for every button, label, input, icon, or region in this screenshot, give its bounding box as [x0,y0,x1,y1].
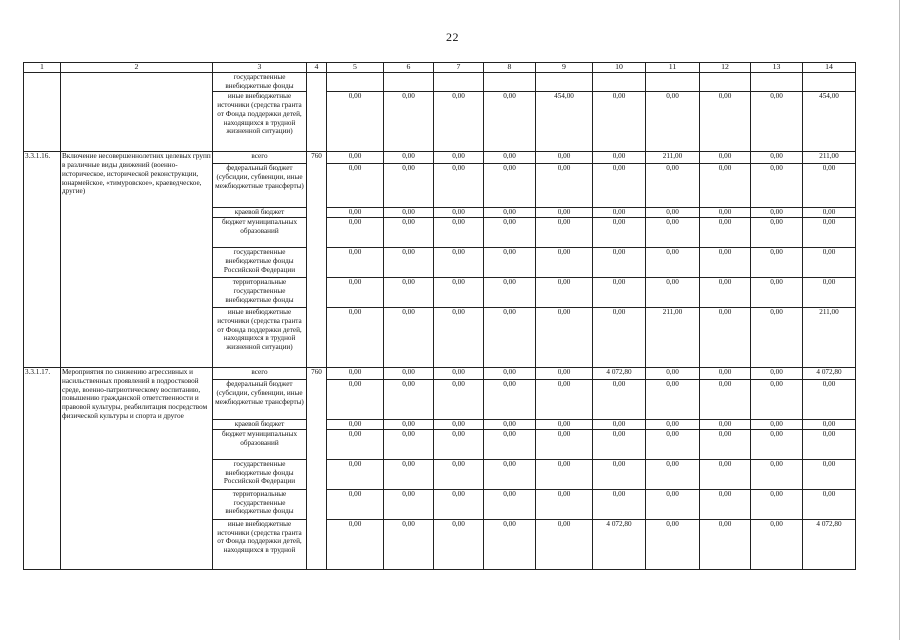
funding-source: краевой бюджет [213,207,307,217]
amount-cell: 0,00 [327,163,384,207]
column-number: 9 [536,63,593,73]
amount-cell: 211,00 [803,151,856,163]
funding-source: территориальные государственные внебюджетные фонды [213,489,307,519]
column-number-row [24,63,856,73]
amount-cell: 0,00 [751,519,803,569]
amount-cell: 0,00 [484,379,536,419]
amount-cell: 0,00 [803,459,856,489]
amount-cell: 0,00 [434,489,484,519]
column-number: 10 [593,63,646,73]
amount-cell: 0,00 [434,217,484,247]
amount-cell: 0,00 [327,277,384,307]
amount-cell: 4 072,80 [803,519,856,569]
amount-cell: 0,00 [593,429,646,459]
amount-cell: 0,00 [700,459,751,489]
amount-cell: 0,00 [700,91,751,151]
amount-cell: 0,00 [484,419,536,429]
amount-cell: 0,00 [384,277,434,307]
amount-cell: 0,00 [536,247,593,277]
amount-cell: 0,00 [434,207,484,217]
amount-cell: 211,00 [646,151,700,163]
column-number: 5 [327,63,384,73]
amount-cell: 0,00 [536,379,593,419]
amount-cell: 0,00 [803,429,856,459]
amount-cell: 0,00 [327,459,384,489]
amount-cell: 0,00 [751,163,803,207]
amount-cell: 0,00 [646,519,700,569]
amount-cell: 0,00 [434,151,484,163]
amount-cell: 0,00 [434,419,484,429]
amount-cell: 0,00 [593,419,646,429]
amount-cell: 0,00 [700,489,751,519]
amount-cell: 0,00 [327,367,384,379]
amount-cell: 0,00 [434,429,484,459]
amount-cell: 4 072,80 [593,519,646,569]
amount-cell: 0,00 [700,151,751,163]
amount-cell: 0,00 [646,277,700,307]
amount-cell [751,73,803,92]
column-number: 8 [484,63,536,73]
amount-cell: 0,00 [434,459,484,489]
coexecutor-code [307,73,327,152]
amount-cell: 0,00 [484,307,536,367]
amount-cell: 0,00 [536,151,593,163]
amount-cell: 0,00 [646,367,700,379]
amount-cell: 0,00 [751,429,803,459]
column-number: 4 [307,63,327,73]
amount-cell: 0,00 [751,367,803,379]
amount-cell: 0,00 [384,217,434,247]
amount-cell: 0,00 [751,91,803,151]
amount-cell: 0,00 [700,367,751,379]
amount-cell [803,73,856,92]
amount-cell: 0,00 [700,419,751,429]
amount-cell: 0,00 [384,489,434,519]
column-number: 2 [61,63,213,73]
scan-edge-line [899,0,900,640]
measure-code-cell [24,73,61,152]
amount-cell: 0,00 [384,519,434,569]
funding-source: государственные внебюджетные фонды Российской Федерации [213,459,307,489]
amount-cell: 0,00 [434,307,484,367]
amount-cell: 0,00 [536,207,593,217]
column-number: 7 [434,63,484,73]
amount-cell: 0,00 [484,207,536,217]
measure-name: Мероприятия по снижению агрессивных и насильственных проявлений в подростковой среде, военно-патриотическому воспитанию, повышению гражданской ответственности и правовой культуры, реабилитация посредством физической культуры и спорта и другое [61,367,213,569]
amount-cell: 0,00 [484,163,536,207]
amount-cell: 0,00 [646,489,700,519]
column-number: 13 [751,63,803,73]
amount-cell: 4 072,80 [593,367,646,379]
amount-cell: 0,00 [484,519,536,569]
amount-cell: 0,00 [327,247,384,277]
page-number: 22 [446,30,459,44]
amount-cell: 0,00 [384,207,434,217]
measure-code: 3.3.1.17. [24,367,61,569]
amount-cell: 0,00 [700,519,751,569]
amount-cell: 0,00 [803,489,856,519]
column-number: 3 [213,63,307,73]
amount-cell: 0,00 [751,217,803,247]
funding-source: иные внебюджетные источники (средства гранта от Фонда поддержки детей, находящихся в трудной [213,519,307,569]
amount-cell: 0,00 [751,247,803,277]
amount-cell: 0,00 [593,489,646,519]
amount-cell: 0,00 [434,367,484,379]
measure-name-cell [61,73,213,152]
amount-cell: 0,00 [803,247,856,277]
amount-cell: 0,00 [803,207,856,217]
amount-cell: 0,00 [484,367,536,379]
amount-cell [593,73,646,92]
amount-cell: 211,00 [646,307,700,367]
amount-cell: 0,00 [327,519,384,569]
amount-cell: 0,00 [434,163,484,207]
funding-source: государственные внебюджетные фонды [213,73,307,92]
amount-cell: 0,00 [803,217,856,247]
funding-source: всего [213,151,307,163]
amount-cell: 0,00 [700,379,751,419]
amount-cell: 0,00 [327,429,384,459]
amount-cell: 0,00 [536,307,593,367]
amount-cell: 4 072,80 [803,367,856,379]
amount-cell: 0,00 [751,207,803,217]
amount-cell: 454,00 [803,91,856,151]
amount-cell: 0,00 [434,277,484,307]
amount-cell: 0,00 [593,379,646,419]
amount-cell: 0,00 [327,207,384,217]
amount-cell: 0,00 [700,247,751,277]
amount-cell [384,73,434,92]
amount-cell: 0,00 [536,277,593,307]
amount-cell: 0,00 [434,379,484,419]
amount-cell: 0,00 [593,91,646,151]
amount-cell: 0,00 [700,207,751,217]
amount-cell: 0,00 [751,151,803,163]
amount-cell: 0,00 [484,151,536,163]
amount-cell: 0,00 [327,379,384,419]
amount-cell: 0,00 [484,91,536,151]
funding-source: краевой бюджет [213,419,307,429]
amount-cell: 0,00 [484,277,536,307]
amount-cell: 0,00 [593,207,646,217]
amount-cell: 0,00 [593,151,646,163]
amount-cell: 0,00 [700,307,751,367]
amount-cell: 0,00 [646,91,700,151]
amount-cell: 0,00 [384,247,434,277]
amount-cell: 0,00 [803,419,856,429]
amount-cell: 0,00 [751,459,803,489]
amount-cell: 0,00 [536,217,593,247]
amount-cell: 0,00 [327,151,384,163]
budget-row [24,151,856,163]
amount-cell: 0,00 [751,277,803,307]
budget-row [24,73,856,92]
amount-cell: 0,00 [384,367,434,379]
funding-source: иные внебюджетные источники (средства гранта от Фонда поддержки детей, находящихся в трудной жизненной ситуации) [213,91,307,151]
amount-cell: 0,00 [646,459,700,489]
amount-cell [536,73,593,92]
amount-cell: 454,00 [536,91,593,151]
coexecutor-code: 760 [307,367,327,569]
amount-cell: 0,00 [593,459,646,489]
amount-cell: 0,00 [700,277,751,307]
budget-row [24,367,856,379]
amount-cell: 0,00 [593,217,646,247]
amount-cell: 0,00 [646,217,700,247]
amount-cell: 0,00 [751,489,803,519]
amount-cell: 0,00 [646,247,700,277]
amount-cell: 0,00 [803,379,856,419]
column-number: 14 [803,63,856,73]
amount-cell: 0,00 [751,379,803,419]
coexecutor-code: 760 [307,151,327,367]
amount-cell: 0,00 [593,247,646,277]
amount-cell: 0,00 [700,163,751,207]
column-number: 12 [700,63,751,73]
funding-source: федеральный бюджет (субсидии, субвенции, иные межбюджетные трансферты) [213,163,307,207]
amount-cell: 0,00 [434,91,484,151]
amount-cell: 0,00 [803,163,856,207]
funding-source: бюджет муниципальных образований [213,429,307,459]
amount-cell: 0,00 [536,419,593,429]
funding-source: государственные внебюджетные фонды Российской Федерации [213,247,307,277]
amount-cell: 0,00 [536,429,593,459]
column-number: 1 [24,63,61,73]
amount-cell: 0,00 [384,151,434,163]
amount-cell: 0,00 [646,379,700,419]
amount-cell: 0,00 [327,217,384,247]
amount-cell: 0,00 [434,247,484,277]
amount-cell: 0,00 [484,459,536,489]
amount-cell: 0,00 [751,307,803,367]
amount-cell: 0,00 [327,307,384,367]
amount-cell: 0,00 [384,307,434,367]
amount-cell: 0,00 [700,429,751,459]
column-number: 11 [646,63,700,73]
amount-cell: 0,00 [536,163,593,207]
amount-cell: 0,00 [384,459,434,489]
budget-table [23,62,856,570]
amount-cell: 0,00 [536,519,593,569]
amount-cell: 0,00 [646,419,700,429]
funding-source: федеральный бюджет (субсидии, субвенции, иные межбюджетные трансферты) [213,379,307,419]
amount-cell: 0,00 [384,429,434,459]
amount-cell [700,73,751,92]
measure-code: 3.3.1.16. [24,151,61,367]
amount-cell: 0,00 [700,217,751,247]
amount-cell: 0,00 [384,91,434,151]
amount-cell: 0,00 [803,277,856,307]
amount-cell: 0,00 [646,163,700,207]
funding-source: иные внебюджетные источники (средства гранта от Фонда поддержки детей, находящихся в трудной жизненной ситуации) [213,307,307,367]
amount-cell [484,73,536,92]
amount-cell: 0,00 [536,367,593,379]
column-number: 6 [384,63,434,73]
amount-cell [434,73,484,92]
measure-name: Включение несовершеннолетних целевых групп в различные виды движений (военно-историческое, исторической реконструкции, юнармейское, «тимуровское», краеведческое, другие) [61,151,213,367]
amount-cell: 0,00 [484,247,536,277]
amount-cell: 0,00 [434,519,484,569]
amount-cell: 0,00 [646,429,700,459]
amount-cell: 0,00 [536,459,593,489]
funding-source: всего [213,367,307,379]
amount-cell: 211,00 [803,307,856,367]
amount-cell: 0,00 [646,207,700,217]
amount-cell [327,73,384,92]
amount-cell: 0,00 [593,277,646,307]
amount-cell: 0,00 [484,489,536,519]
funding-source: территориальные государственные внебюджетные фонды [213,277,307,307]
amount-cell: 0,00 [384,163,434,207]
amount-cell: 0,00 [327,489,384,519]
amount-cell: 0,00 [327,419,384,429]
amount-cell: 0,00 [327,91,384,151]
amount-cell: 0,00 [751,419,803,429]
amount-cell: 0,00 [384,379,434,419]
amount-cell: 0,00 [593,163,646,207]
amount-cell: 0,00 [384,419,434,429]
amount-cell [646,73,700,92]
amount-cell: 0,00 [484,217,536,247]
amount-cell: 0,00 [536,489,593,519]
amount-cell: 0,00 [593,307,646,367]
amount-cell: 0,00 [484,429,536,459]
funding-source: бюджет муниципальных образований [213,217,307,247]
